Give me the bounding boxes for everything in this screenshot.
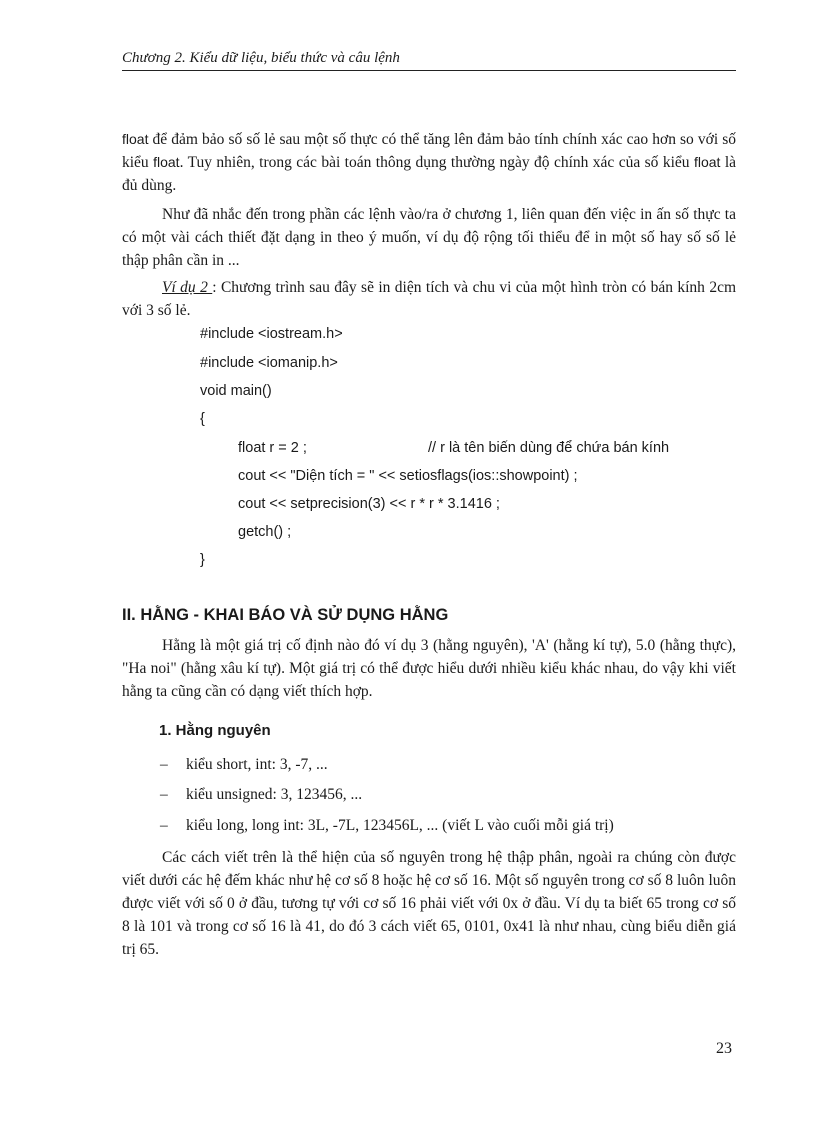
paragraph-text: : Chương trình sau đây sẽ in diện tích và chu vi của một hình tròn có bán kính 2cm với 3 số lẻ.	[122, 279, 736, 319]
paragraph-constants-intro: Hằng là một giá trị cố định nào đó ví dụ 3 (hằng nguyên), 'A' (hằng kí tự), 5.0 (hằng thực), "Ha noi" (hằng xâu kí tự). Một giá trị có thể được hiểu dưới nhiều kiểu khác nhau, do vậy khi viết hằng ta cũng cần có dạng viết thích hợp.	[122, 637, 736, 700]
code-term: float	[693, 154, 721, 170]
code-line: #include <iostream.h>	[200, 326, 343, 342]
paragraph-example	[122, 276, 736, 322]
code-statement: float r = 2 ;	[238, 440, 307, 456]
paragraph-text: . Tuy nhiên, trong các bài toán thông dụng thường ngày độ chính xác của số kiểu	[179, 154, 694, 171]
paragraph-text: để đảm bảo số số lẻ sau một số thực có thể tăng lên đảm bảo tính chính xác cao hơn so với số kiểu	[122, 131, 736, 171]
running-header: Chương 2. Kiểu dữ liệu, biểu thức và câu lệnh	[122, 50, 400, 66]
paragraph-text: là đủ dùng.	[122, 154, 737, 194]
list-item	[160, 756, 328, 774]
list-item-text: kiểu short, int: 3, -7, ...	[186, 756, 328, 773]
code-line: }	[200, 552, 205, 568]
code-line: {	[200, 411, 205, 427]
bullet-dash: –	[160, 817, 168, 834]
bullet-dash: –	[160, 756, 168, 773]
list-item-text: kiểu unsigned: 3, 123456, ...	[186, 786, 363, 803]
list-item	[160, 786, 362, 804]
paragraph-printing: Như đã nhắc đến trong phần các lệnh vào/ra ở chương 1, liên quan đến việc in ấn số thực ta có một vài cách thiết đặt dạng in theo ý muốn, ví dụ độ rộng tối thiểu để in một số hay số số lẻ thập phân cần in ...	[122, 206, 736, 269]
code-line: void main()	[200, 383, 272, 399]
paragraph-number-bases: Các cách viết trên là thể hiện của số nguyên trong hệ thập phân, ngoài ra chúng còn được viết dưới các hệ đếm khác như hệ cơ số 8 hoặc hệ cơ số 16. Một số nguyên trong cơ số 8 luôn luôn được viết với số 0 ở đầu, tương tự với cơ số 16 phải viết với 0x ở đầu. Ví dụ ta biết 65 trong cơ số 8 là 101 và trong cơ số 16 là 41, do đó 3 cách viết 65, 0101, 0x41 là như nhau, cùng biểu diễn giá trị 65.	[122, 849, 736, 958]
page-number: 23	[716, 1040, 732, 1057]
paragraph-float-precision	[122, 128, 736, 197]
code-line: cout << setprecision(3) << r * r * 3.1416 ;	[238, 496, 500, 512]
list-item-text: kiểu long, long int: 3L, -7L, 123456L, ... (viết L vào cuối mỗi giá trị)	[186, 817, 614, 834]
list-item	[160, 817, 614, 835]
code-line	[238, 440, 738, 456]
code-term: float	[122, 131, 149, 147]
subsection-heading: 1. Hằng nguyên	[159, 722, 271, 739]
header-divider	[122, 70, 736, 71]
code-line: cout << "Diện tích = " << setiosflags(ios::showpoint) ;	[238, 468, 578, 484]
code-line: #include <iomanip.h>	[200, 355, 338, 371]
code-term: float	[153, 154, 180, 170]
bullet-dash: –	[160, 786, 168, 803]
code-comment: // r là tên biến dùng để chứa bán kính	[428, 440, 670, 456]
code-line: getch() ;	[238, 524, 292, 540]
example-label: Ví dụ 2	[162, 279, 213, 296]
section-heading: II. HẰNG - KHAI BÁO VÀ SỬ DỤNG HẰNG	[122, 606, 449, 624]
